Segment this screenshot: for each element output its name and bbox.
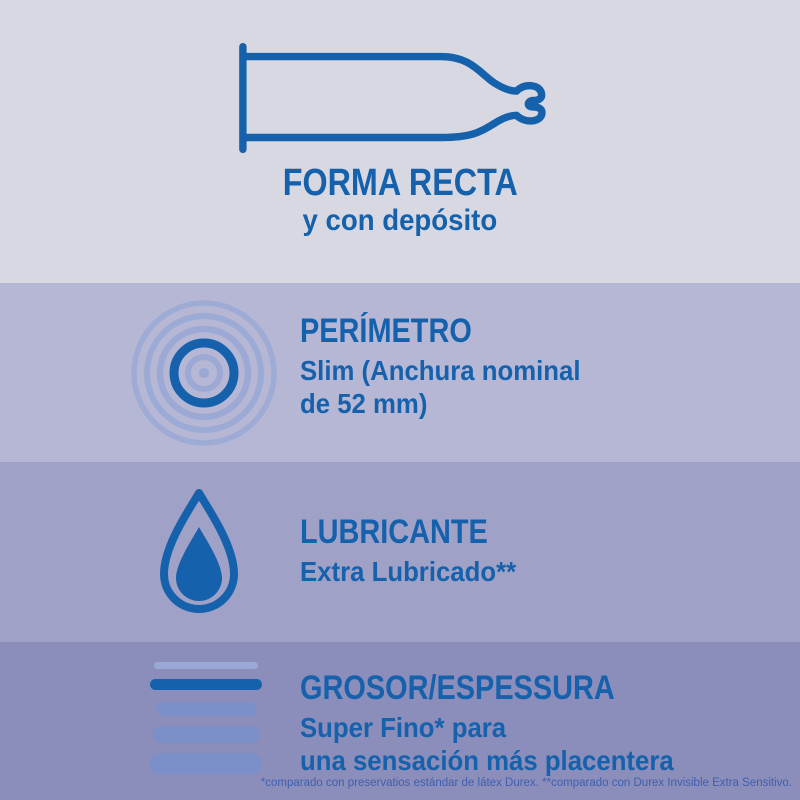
thickness-bar-3 bbox=[156, 702, 257, 716]
section-perimeter bbox=[0, 283, 800, 462]
section-shape bbox=[0, 0, 800, 283]
concentric-circles-icon bbox=[128, 297, 280, 454]
lubricant-line-1: Extra Lubricado** bbox=[300, 556, 517, 587]
section-title-perimeter-text: PERÍMETRO bbox=[300, 312, 472, 350]
section-title-lubricant bbox=[300, 512, 535, 552]
water-drop-icon bbox=[154, 486, 244, 623]
perimeter-line-1: Slim (Anchura nominal bbox=[300, 355, 581, 386]
section-body-lubricant bbox=[300, 555, 535, 588]
section-thickness-text bbox=[300, 668, 706, 777]
section-body-perimeter bbox=[300, 354, 605, 420]
section-subtitle-shape bbox=[0, 203, 800, 239]
thickness-line-1: Super Fino* para bbox=[300, 712, 507, 743]
section-lubricant bbox=[0, 462, 800, 642]
section-title-shape-text: FORMA RECTA bbox=[282, 162, 518, 204]
section-subtitle-shape-text: y con depósito bbox=[302, 204, 498, 237]
section-title-perimeter bbox=[300, 311, 605, 351]
section-title-thickness bbox=[300, 668, 706, 708]
section-body-thickness bbox=[300, 711, 706, 777]
section-title-shape bbox=[0, 163, 800, 203]
thickness-bar-4 bbox=[153, 726, 260, 743]
section-perimeter-text bbox=[300, 311, 605, 420]
thickness-bar-1 bbox=[154, 662, 258, 669]
perimeter-line-2: de 52 mm) bbox=[300, 388, 428, 419]
thickness-bar-2 bbox=[150, 679, 262, 690]
section-title-lubricant-text: LUBRICANTE bbox=[300, 513, 488, 551]
thickness-line-2: una sensación más placentera bbox=[300, 745, 674, 776]
footnote-disclaimer: *comparado con preservatios estándar de látex Durex. **comparado con Durex Invisible Extra Sensitivo. bbox=[260, 777, 792, 789]
condom-outline-icon bbox=[234, 42, 552, 159]
section-lubricant-text bbox=[300, 512, 535, 588]
thickness-bar-5 bbox=[150, 753, 262, 774]
thickness-bars-icon bbox=[150, 662, 262, 776]
section-title-thickness-text: GROSOR/ESPESSURA bbox=[300, 669, 615, 707]
